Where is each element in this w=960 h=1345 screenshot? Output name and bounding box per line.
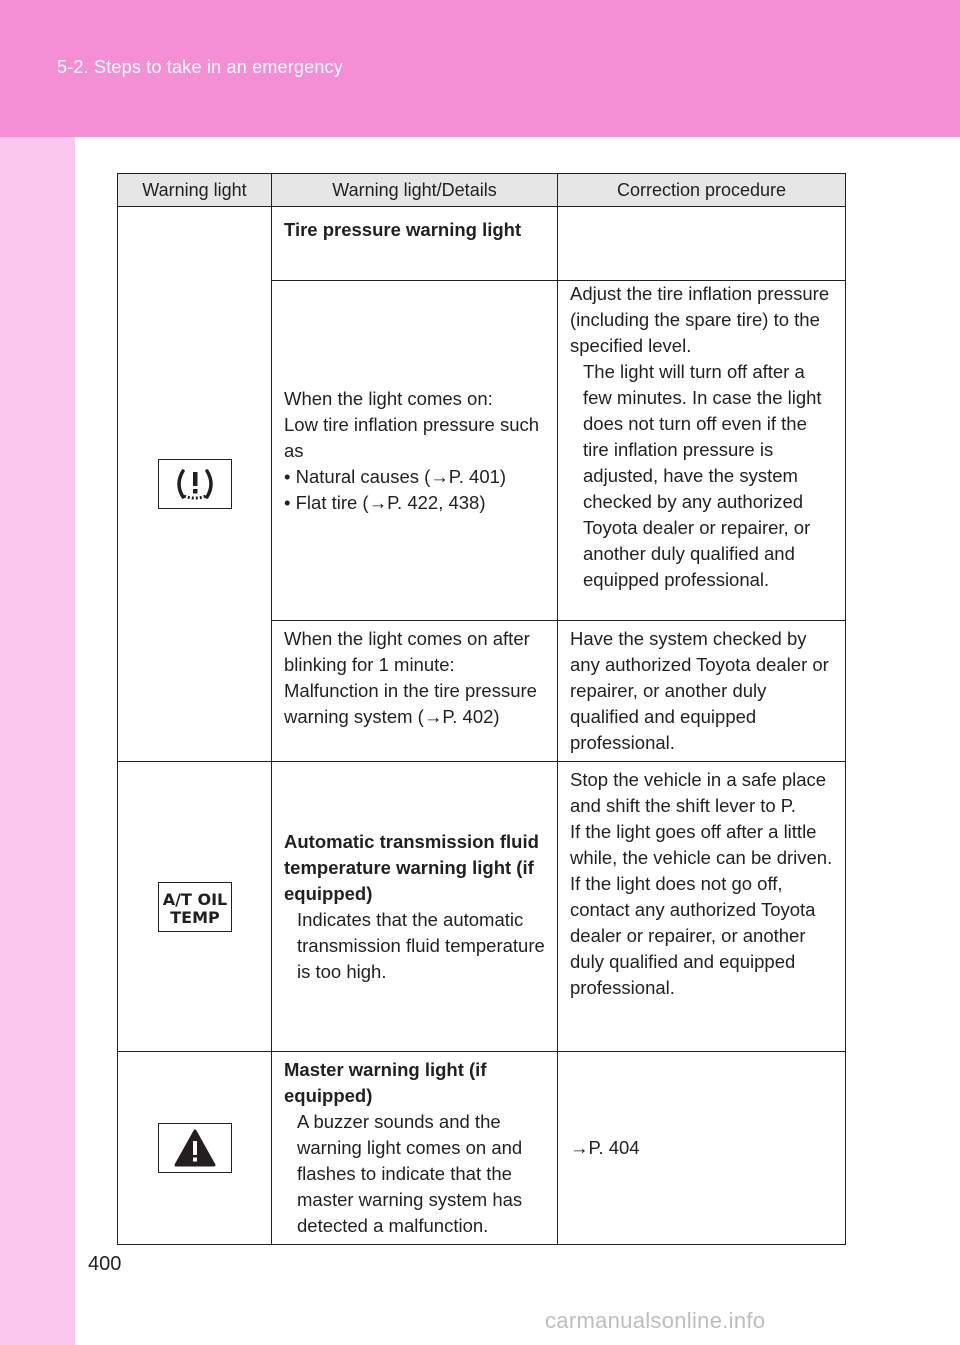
details-line: When the light comes on:: [284, 387, 493, 409]
tire-correction-cell-2: [558, 621, 846, 762]
details-line: Low tire inflation pressure such as: [284, 413, 540, 461]
table-row: [118, 207, 846, 281]
master-note: A buzzer sounds and the warning light comes on and flashes to indicate that the master warning system has detected a malfunction.: [297, 1111, 523, 1236]
table-row: [118, 762, 846, 1052]
tire-correction-cell-1: [558, 281, 846, 621]
atoil-details-cell: [272, 762, 558, 1052]
atoil-icon-cell: [118, 762, 272, 1052]
master-icon-cell: [118, 1052, 272, 1245]
at-oil-temp-icon: [158, 882, 232, 932]
at-oil-icon-text-2: TEMP: [169, 907, 220, 927]
page-reference-link[interactable]: →P. 404: [570, 1137, 640, 1158]
atoil-title: Automatic transmission fluid temperature warning light (if equipped): [284, 830, 539, 904]
correction-text: Adjust the tire inflation pressure (including the spare tire) to the specified level.: [570, 283, 830, 356]
empty-cell: [558, 207, 846, 281]
details-line: • Natural causes (→P. 401): [284, 465, 507, 487]
column-header-details: Warning light/Details: [272, 174, 558, 207]
tire-details-cell-1: [272, 281, 558, 621]
page-side-tab: [0, 137, 75, 1345]
details-line: Malfunction in the tire pressure warning system (→P. 402): [284, 680, 537, 727]
master-details-cell: [272, 1052, 558, 1245]
section-title: 5-2. Steps to take in an emergency: [57, 57, 343, 77]
master-title: Master warning light (if equipped): [284, 1059, 487, 1106]
details-line: When the light comes on after blinking for 1 minute:: [284, 628, 530, 675]
correction-text: Stop the vehicle in a safe place and shift the shift lever to P.: [570, 769, 827, 816]
tire-pressure-title: Tire pressure warning light: [284, 219, 522, 240]
page-number: 400: [88, 1253, 122, 1275]
master-warning-icon: [158, 1123, 232, 1173]
correction-text: Have the system checked by any authorized Toyota dealer or repairer, or another duly qualified and equipped professional.: [570, 628, 829, 753]
page-header: [0, 0, 960, 137]
details-line: • Flat tire (→P. 422, 438): [284, 491, 486, 513]
warning-light-table: [117, 173, 846, 1245]
tire-icon-cell: [118, 207, 272, 762]
correction-note: The light will turn off after a few minutes. In case the light does not turn off even if the tire inflation pressure is adjusted, have the system checked by any authorized Toyota dealer or repairer, or another duly qualified and equipped professional.: [583, 361, 822, 590]
column-header-correction: Correction procedure: [558, 174, 846, 207]
tire-pressure-warning-icon: [158, 459, 232, 509]
master-correction-cell: [558, 1052, 846, 1245]
atoil-correction-cell: [558, 762, 846, 1052]
table-header-row: [118, 174, 846, 207]
watermark: carmanualsonline.info: [545, 1308, 766, 1333]
column-header-warning-light: Warning light: [118, 174, 272, 207]
tire-details-cell-2: [272, 621, 558, 762]
atoil-note: Indicates that the automatic transmission fluid temperature is too high.: [297, 908, 545, 982]
correction-text: If the light goes off after a little while, the vehicle can be driven. If the light does not go off, contact any authorized Toyota dealer or repairer, or another duly qualified and equipped professional.: [570, 821, 833, 998]
at-oil-icon-text-1: A/T OIL: [162, 889, 227, 909]
table-row: [118, 1052, 846, 1245]
